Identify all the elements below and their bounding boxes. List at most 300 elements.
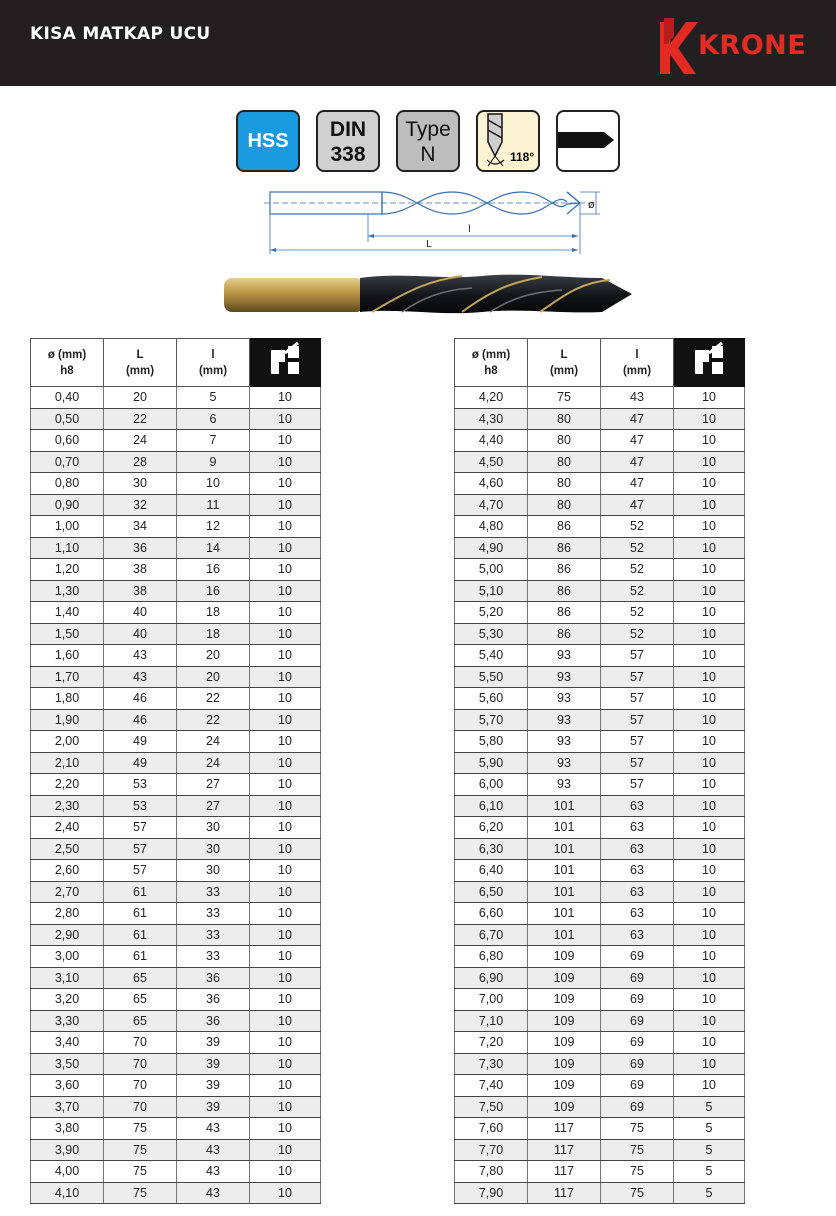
flute-length-cell: 39 bbox=[177, 1032, 250, 1054]
flute-length-cell: 22 bbox=[177, 688, 250, 710]
total-length-cell: 49 bbox=[104, 752, 177, 774]
diameter-cell: 0,40 bbox=[31, 387, 104, 409]
page-header bbox=[0, 0, 836, 86]
flute-length-cell: 10 bbox=[177, 473, 250, 495]
flute-length-cell: 63 bbox=[601, 838, 674, 860]
total-length-cell: 65 bbox=[104, 989, 177, 1011]
total-length-cell: 80 bbox=[528, 408, 601, 430]
package-quantity-cell: 10 bbox=[674, 387, 745, 409]
flute-length-cell: 57 bbox=[601, 688, 674, 710]
flute-length-cell: 63 bbox=[601, 795, 674, 817]
flute-length-cell: 57 bbox=[601, 666, 674, 688]
table-row bbox=[31, 451, 321, 473]
table-row bbox=[31, 1139, 321, 1161]
table-row bbox=[31, 666, 321, 688]
total-length-column-header bbox=[104, 339, 177, 387]
table-row bbox=[31, 774, 321, 796]
table-row bbox=[455, 516, 745, 538]
diameter-cell: 5,40 bbox=[455, 645, 528, 667]
package-quantity-cell: 5 bbox=[674, 1161, 745, 1183]
table-row bbox=[31, 1075, 321, 1097]
flute-length-cell: 20 bbox=[177, 666, 250, 688]
flute-length-cell: 47 bbox=[601, 494, 674, 516]
package-quantity-cell: 5 bbox=[674, 1182, 745, 1204]
package-quantity-cell: 10 bbox=[674, 666, 745, 688]
diameter-cell: 6,40 bbox=[455, 860, 528, 882]
total-length-cell: 22 bbox=[104, 408, 177, 430]
diameter-header-line2: h8 bbox=[484, 364, 498, 377]
diameter-cell: 6,80 bbox=[455, 946, 528, 968]
table-row bbox=[31, 903, 321, 925]
table-row bbox=[31, 946, 321, 968]
krone-logo bbox=[656, 16, 832, 78]
package-quantity-cell: 10 bbox=[250, 451, 321, 473]
diameter-cell: 7,60 bbox=[455, 1118, 528, 1140]
total-length-cell: 101 bbox=[528, 903, 601, 925]
table-row bbox=[455, 817, 745, 839]
total-length-header-line2: (mm) bbox=[125, 364, 155, 377]
package-quantity-cell: 10 bbox=[250, 731, 321, 753]
flute-length-cell: 69 bbox=[601, 1053, 674, 1075]
package-quantity-cell: 10 bbox=[250, 537, 321, 559]
total-length-cell: 117 bbox=[528, 1161, 601, 1183]
flute-length-cell: 22 bbox=[177, 709, 250, 731]
table-row bbox=[455, 537, 745, 559]
total-length-cell: 70 bbox=[104, 1032, 177, 1054]
table-row bbox=[455, 752, 745, 774]
drill-size-table-right bbox=[454, 338, 745, 1204]
flute-length-cell: 75 bbox=[601, 1161, 674, 1183]
table-row bbox=[455, 731, 745, 753]
flute-length-column-header bbox=[177, 339, 250, 387]
table-row bbox=[455, 924, 745, 946]
flute-length-cell: 69 bbox=[601, 967, 674, 989]
total-length-cell: 117 bbox=[528, 1118, 601, 1140]
total-length-cell: 80 bbox=[528, 451, 601, 473]
diameter-cell: 3,80 bbox=[31, 1118, 104, 1140]
flute-length-cell: 52 bbox=[601, 516, 674, 538]
table-row bbox=[31, 516, 321, 538]
flute-length-cell: 43 bbox=[177, 1118, 250, 1140]
diameter-cell: 4,70 bbox=[455, 494, 528, 516]
package-quantity-cell: 10 bbox=[250, 1182, 321, 1204]
table-row bbox=[455, 1075, 745, 1097]
flute-length-cell: 36 bbox=[177, 989, 250, 1011]
diameter-cell: 1,70 bbox=[31, 666, 104, 688]
flute-length-cell: 39 bbox=[177, 1053, 250, 1075]
flute-length-cell: 43 bbox=[601, 387, 674, 409]
hss-badge-label: HSS bbox=[247, 130, 289, 152]
flute-length-cell: 47 bbox=[601, 408, 674, 430]
table-row bbox=[31, 430, 321, 452]
total-length-cell: 61 bbox=[104, 881, 177, 903]
table-row bbox=[455, 559, 745, 581]
flute-length-cell: 14 bbox=[177, 537, 250, 559]
diameter-cell: 4,60 bbox=[455, 473, 528, 495]
total-length-cell: 86 bbox=[528, 623, 601, 645]
diameter-cell: 7,10 bbox=[455, 1010, 528, 1032]
table-row bbox=[455, 774, 745, 796]
flute-length-header-line1: l bbox=[211, 348, 215, 361]
total-length-cell: 101 bbox=[528, 881, 601, 903]
drill-bit-image bbox=[222, 268, 638, 320]
table-row bbox=[31, 795, 321, 817]
total-length-cell: 93 bbox=[528, 774, 601, 796]
total-length-cell: 101 bbox=[528, 795, 601, 817]
table-row bbox=[31, 1182, 321, 1204]
flute-length-cell: 33 bbox=[177, 903, 250, 925]
total-length-cell: 28 bbox=[104, 451, 177, 473]
diameter-cell: 3,50 bbox=[31, 1053, 104, 1075]
package-quantity-cell: 5 bbox=[674, 1096, 745, 1118]
package-quantity-cell: 10 bbox=[674, 623, 745, 645]
total-length-cell: 109 bbox=[528, 1075, 601, 1097]
table-row bbox=[31, 1161, 321, 1183]
din-badge-line2: 338 bbox=[330, 143, 366, 166]
flute-length-header-line1: l bbox=[635, 348, 639, 361]
package-quantity-cell: 10 bbox=[250, 795, 321, 817]
package-quantity-cell: 10 bbox=[674, 924, 745, 946]
table-row bbox=[31, 1053, 321, 1075]
package-quantity-cell: 10 bbox=[250, 473, 321, 495]
table-row bbox=[31, 1096, 321, 1118]
package-quantity-icon bbox=[689, 340, 729, 380]
diameter-cell: 3,10 bbox=[31, 967, 104, 989]
table-row bbox=[455, 473, 745, 495]
table-row bbox=[31, 602, 321, 624]
type-badge-line1: Type bbox=[405, 118, 451, 141]
total-length-cell: 38 bbox=[104, 559, 177, 581]
package-quantity-cell: 10 bbox=[250, 645, 321, 667]
package-quantity-cell: 10 bbox=[250, 559, 321, 581]
diameter-cell: 2,20 bbox=[31, 774, 104, 796]
diameter-cell: 5,50 bbox=[455, 666, 528, 688]
package-quantity-cell: 10 bbox=[674, 967, 745, 989]
table-row bbox=[31, 494, 321, 516]
package-quantity-cell: 10 bbox=[250, 924, 321, 946]
package-quantity-cell: 10 bbox=[674, 430, 745, 452]
total-length-cell: 109 bbox=[528, 989, 601, 1011]
diameter-cell: 3,30 bbox=[31, 1010, 104, 1032]
diameter-cell: 3,40 bbox=[31, 1032, 104, 1054]
total-length-cell: 109 bbox=[528, 967, 601, 989]
flute-length-cell: 20 bbox=[177, 645, 250, 667]
cylindrical-shank-badge bbox=[556, 110, 620, 172]
diameter-cell: 6,10 bbox=[455, 795, 528, 817]
diameter-cell: 7,70 bbox=[455, 1139, 528, 1161]
table-row bbox=[455, 1032, 745, 1054]
table-row bbox=[455, 1118, 745, 1140]
package-quantity-cell: 10 bbox=[674, 838, 745, 860]
table-row bbox=[31, 387, 321, 409]
krone-logo-text: KRONE bbox=[698, 30, 807, 61]
point-angle-badge bbox=[476, 110, 540, 172]
flute-length-cell: 52 bbox=[601, 623, 674, 645]
flute-length-cell: 57 bbox=[601, 774, 674, 796]
flute-length-cell: 24 bbox=[177, 752, 250, 774]
flute-length-cell: 47 bbox=[601, 451, 674, 473]
din-badge-line1: DIN bbox=[329, 118, 367, 141]
total-length-cell: 109 bbox=[528, 1032, 601, 1054]
diameter-cell: 4,20 bbox=[455, 387, 528, 409]
diameter-cell: 2,70 bbox=[31, 881, 104, 903]
flute-length-cell: 36 bbox=[177, 1010, 250, 1032]
total-length-cell: 101 bbox=[528, 838, 601, 860]
package-quantity-cell: 10 bbox=[250, 580, 321, 602]
table-row bbox=[31, 967, 321, 989]
table-row bbox=[455, 602, 745, 624]
table-row bbox=[455, 387, 745, 409]
diameter-cell: 1,40 bbox=[31, 602, 104, 624]
package-quantity-cell: 10 bbox=[250, 989, 321, 1011]
diameter-cell: 6,90 bbox=[455, 967, 528, 989]
total-length-cell: 24 bbox=[104, 430, 177, 452]
total-length-label: L bbox=[426, 239, 432, 250]
flute-length-cell: 69 bbox=[601, 1010, 674, 1032]
total-length-cell: 101 bbox=[528, 924, 601, 946]
flute-length-cell: 9 bbox=[177, 451, 250, 473]
diameter-header-line1: ø (mm) bbox=[471, 348, 511, 361]
total-length-cell: 34 bbox=[104, 516, 177, 538]
flute-length-cell: 43 bbox=[177, 1139, 250, 1161]
flute-length-cell: 36 bbox=[177, 967, 250, 989]
diameter-cell: 2,30 bbox=[31, 795, 104, 817]
package-quantity-cell: 10 bbox=[674, 752, 745, 774]
total-length-cell: 109 bbox=[528, 1010, 601, 1032]
flute-length-label: l bbox=[468, 224, 471, 235]
total-length-cell: 117 bbox=[528, 1139, 601, 1161]
diameter-cell: 4,30 bbox=[455, 408, 528, 430]
total-length-cell: 117 bbox=[528, 1182, 601, 1204]
table-row bbox=[31, 645, 321, 667]
diameter-cell: 2,50 bbox=[31, 838, 104, 860]
package-quantity-cell: 10 bbox=[250, 838, 321, 860]
flute-length-cell: 52 bbox=[601, 602, 674, 624]
flute-length-cell: 11 bbox=[177, 494, 250, 516]
total-length-cell: 86 bbox=[528, 537, 601, 559]
total-length-cell: 46 bbox=[104, 709, 177, 731]
diameter-cell: 5,80 bbox=[455, 731, 528, 753]
diameter-cell: 1,80 bbox=[31, 688, 104, 710]
package-quantity-cell: 10 bbox=[674, 731, 745, 753]
package-quantity-cell: 10 bbox=[250, 408, 321, 430]
table-row bbox=[31, 989, 321, 1011]
package-quantity-cell: 10 bbox=[674, 1075, 745, 1097]
total-length-cell: 46 bbox=[104, 688, 177, 710]
diameter-cell: 1,10 bbox=[31, 537, 104, 559]
diameter-cell: 7,40 bbox=[455, 1075, 528, 1097]
flute-length-cell: 47 bbox=[601, 430, 674, 452]
diameter-cell: 5,70 bbox=[455, 709, 528, 731]
package-quantity-cell: 10 bbox=[674, 559, 745, 581]
package-quantity-cell: 10 bbox=[250, 1053, 321, 1075]
total-length-cell: 57 bbox=[104, 860, 177, 882]
flute-length-cell: 12 bbox=[177, 516, 250, 538]
diameter-cell: 1,60 bbox=[31, 645, 104, 667]
diameter-header-line2: h8 bbox=[60, 364, 74, 377]
total-length-cell: 61 bbox=[104, 903, 177, 925]
total-length-cell: 70 bbox=[104, 1096, 177, 1118]
package-quantity-cell: 10 bbox=[674, 645, 745, 667]
package-quantity-cell: 10 bbox=[250, 516, 321, 538]
flute-length-cell: 52 bbox=[601, 559, 674, 581]
diameter-cell: 7,90 bbox=[455, 1182, 528, 1204]
diameter-cell: 7,80 bbox=[455, 1161, 528, 1183]
diameter-cell: 6,50 bbox=[455, 881, 528, 903]
package-quantity-cell: 10 bbox=[250, 1118, 321, 1140]
diameter-symbol-label: ø bbox=[588, 198, 595, 211]
total-length-cell: 70 bbox=[104, 1075, 177, 1097]
flute-length-cell: 63 bbox=[601, 860, 674, 882]
total-length-cell: 53 bbox=[104, 795, 177, 817]
total-length-header-line1: L bbox=[560, 348, 568, 361]
flute-length-cell: 69 bbox=[601, 1096, 674, 1118]
flute-length-cell: 39 bbox=[177, 1096, 250, 1118]
package-quantity-cell: 5 bbox=[674, 1139, 745, 1161]
total-length-cell: 93 bbox=[528, 645, 601, 667]
flute-length-cell: 57 bbox=[601, 731, 674, 753]
table-row bbox=[455, 946, 745, 968]
diameter-cell: 1,30 bbox=[31, 580, 104, 602]
din-badge bbox=[316, 110, 380, 172]
spec-badges bbox=[236, 110, 626, 176]
total-length-cell: 20 bbox=[104, 387, 177, 409]
table-row bbox=[455, 1182, 745, 1204]
table-row bbox=[31, 473, 321, 495]
package-quantity-cell: 10 bbox=[674, 473, 745, 495]
table-row bbox=[455, 838, 745, 860]
flute-length-cell: 43 bbox=[177, 1161, 250, 1183]
total-length-cell: 61 bbox=[104, 924, 177, 946]
flute-length-cell: 33 bbox=[177, 924, 250, 946]
drill-size-table-left bbox=[30, 338, 321, 1204]
total-length-cell: 65 bbox=[104, 967, 177, 989]
package-quantity-cell: 10 bbox=[674, 408, 745, 430]
package-quantity-column-header bbox=[250, 339, 321, 387]
table-row bbox=[31, 1118, 321, 1140]
diameter-cell: 2,10 bbox=[31, 752, 104, 774]
diameter-cell: 2,00 bbox=[31, 731, 104, 753]
package-quantity-cell: 10 bbox=[674, 1010, 745, 1032]
flute-length-header-line2: (mm) bbox=[622, 364, 652, 377]
table-row bbox=[31, 881, 321, 903]
table-row bbox=[455, 795, 745, 817]
package-quantity-cell: 10 bbox=[250, 1139, 321, 1161]
diameter-cell: 0,80 bbox=[31, 473, 104, 495]
package-quantity-cell: 5 bbox=[674, 1118, 745, 1140]
package-quantity-cell: 10 bbox=[250, 1075, 321, 1097]
total-length-cell: 43 bbox=[104, 666, 177, 688]
flute-length-cell: 57 bbox=[601, 752, 674, 774]
package-quantity-cell: 10 bbox=[250, 1096, 321, 1118]
package-quantity-cell: 10 bbox=[674, 688, 745, 710]
flute-length-cell: 16 bbox=[177, 580, 250, 602]
diameter-cell: 5,00 bbox=[455, 559, 528, 581]
package-quantity-cell: 10 bbox=[250, 817, 321, 839]
drill-dimension-diagram bbox=[262, 184, 608, 258]
table-row bbox=[31, 817, 321, 839]
package-quantity-cell: 10 bbox=[674, 881, 745, 903]
flute-length-cell: 30 bbox=[177, 838, 250, 860]
flute-length-column-header bbox=[601, 339, 674, 387]
package-quantity-cell: 10 bbox=[250, 946, 321, 968]
table-body-left bbox=[31, 387, 321, 1204]
table-row bbox=[455, 430, 745, 452]
flute-length-cell: 57 bbox=[601, 645, 674, 667]
diameter-cell: 6,60 bbox=[455, 903, 528, 925]
package-quantity-cell: 10 bbox=[674, 817, 745, 839]
flute-length-cell: 18 bbox=[177, 623, 250, 645]
total-length-cell: 86 bbox=[528, 602, 601, 624]
table-row bbox=[31, 752, 321, 774]
flute-length-cell: 7 bbox=[177, 430, 250, 452]
flute-length-cell: 27 bbox=[177, 795, 250, 817]
table-row bbox=[31, 1010, 321, 1032]
total-length-column-header bbox=[528, 339, 601, 387]
total-length-cell: 109 bbox=[528, 1096, 601, 1118]
flute-length-cell: 24 bbox=[177, 731, 250, 753]
package-quantity-cell: 10 bbox=[250, 752, 321, 774]
flute-length-cell: 57 bbox=[601, 709, 674, 731]
diameter-column-header bbox=[455, 339, 528, 387]
total-length-cell: 86 bbox=[528, 516, 601, 538]
flute-length-cell: 63 bbox=[601, 903, 674, 925]
diameter-cell: 1,00 bbox=[31, 516, 104, 538]
package-quantity-cell: 10 bbox=[674, 774, 745, 796]
package-quantity-cell: 10 bbox=[674, 494, 745, 516]
package-quantity-cell: 10 bbox=[250, 623, 321, 645]
table-row bbox=[455, 1161, 745, 1183]
flute-length-cell: 75 bbox=[601, 1118, 674, 1140]
package-quantity-cell: 10 bbox=[674, 989, 745, 1011]
table-row bbox=[455, 623, 745, 645]
package-quantity-cell: 10 bbox=[674, 860, 745, 882]
diameter-cell: 7,30 bbox=[455, 1053, 528, 1075]
table-row bbox=[455, 688, 745, 710]
diameter-cell: 3,70 bbox=[31, 1096, 104, 1118]
diameter-cell: 4,80 bbox=[455, 516, 528, 538]
flute-length-cell: 16 bbox=[177, 559, 250, 581]
table-row bbox=[455, 903, 745, 925]
total-length-cell: 75 bbox=[104, 1182, 177, 1204]
package-quantity-cell: 10 bbox=[674, 946, 745, 968]
page-title: KISA MATKAP UCU bbox=[30, 24, 211, 44]
package-quantity-column-header bbox=[674, 339, 745, 387]
total-length-cell: 70 bbox=[104, 1053, 177, 1075]
diameter-cell: 3,60 bbox=[31, 1075, 104, 1097]
flute-length-cell: 43 bbox=[177, 1182, 250, 1204]
flute-length-cell: 75 bbox=[601, 1139, 674, 1161]
table-row bbox=[455, 967, 745, 989]
flute-length-cell: 63 bbox=[601, 881, 674, 903]
diameter-cell: 2,90 bbox=[31, 924, 104, 946]
table-row bbox=[31, 731, 321, 753]
total-length-cell: 36 bbox=[104, 537, 177, 559]
flute-length-cell: 39 bbox=[177, 1075, 250, 1097]
flute-length-cell: 63 bbox=[601, 817, 674, 839]
diameter-cell: 7,50 bbox=[455, 1096, 528, 1118]
diameter-cell: 0,50 bbox=[31, 408, 104, 430]
diameter-cell: 5,10 bbox=[455, 580, 528, 602]
diameter-cell: 1,50 bbox=[31, 623, 104, 645]
diameter-cell: 2,80 bbox=[31, 903, 104, 925]
diameter-cell: 0,90 bbox=[31, 494, 104, 516]
diameter-cell: 4,10 bbox=[31, 1182, 104, 1204]
package-quantity-cell: 10 bbox=[250, 494, 321, 516]
diameter-cell: 4,40 bbox=[455, 430, 528, 452]
flute-length-cell: 69 bbox=[601, 1075, 674, 1097]
flute-length-cell: 30 bbox=[177, 817, 250, 839]
